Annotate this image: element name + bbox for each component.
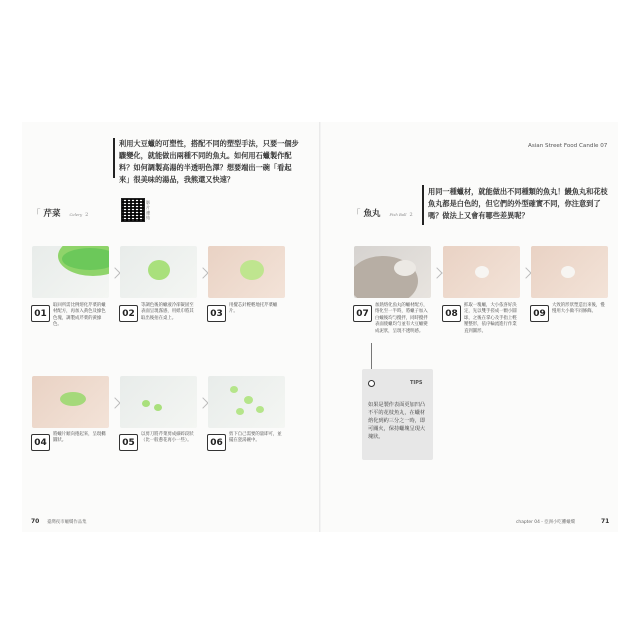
intro-right: 用同一種蠟材，就能做出不同種類的魚丸！鰻魚丸和花枝魚丸都是白色的，但它們的外型確實不同，你注意到了嗎？做法上又會有哪些差異呢？: [428, 187, 608, 220]
step-number: 02: [119, 305, 138, 322]
intro-bar-right: [422, 185, 424, 225]
tips-dot-icon: [368, 380, 375, 387]
step-text: 將蠟片順向捲起來，呈現橢圓狀。: [53, 432, 106, 444]
step-02-photo: [120, 246, 197, 298]
page-gutter: [319, 122, 321, 532]
step-05-photo: [120, 376, 197, 428]
step-text: 剪下自己需要的量即可，並擺在瓷湯碗中。: [229, 432, 282, 444]
section-en: Fish Ball: [389, 212, 407, 217]
step-number: 09: [530, 305, 549, 322]
section-label-fishball: 「 魚丸 Fish Ball 2: [352, 209, 413, 219]
step-text: 大致的形狀塑造出來後，慢慢用大小做不同修飾。: [552, 303, 605, 315]
step-number: 04: [31, 434, 50, 451]
step-number: 08: [442, 305, 461, 322]
section-title: 魚丸: [363, 209, 381, 219]
step-text: 用攪芯針輕輕地托芹菜蠟片。: [229, 303, 278, 315]
qr-label: 影片連結: [146, 200, 151, 220]
tips-text: 如果是製作表面更加凹凸不平的花枝魚丸，在蠟材熔化到約三分之一時，即可關火，保持蠟塊呈現大塊狀。: [368, 402, 426, 440]
step-06-photo: [208, 376, 285, 428]
section-num: 2: [85, 212, 89, 218]
step-01-photo: [32, 246, 109, 298]
tips-title: TIPS: [410, 380, 423, 386]
page-number-left: 70: [31, 518, 40, 525]
section-title: 芹菜: [43, 209, 61, 219]
section-en: Celery: [69, 212, 83, 217]
step-number: 07: [353, 305, 372, 322]
step-text: 加熱熔化魚丸的蠟材配方，熔化至一半時，將蠟子加入白蠟後均勻攪拌，同時攪拌表面使蠟均勻並有大豆蠟變成泥狀，呈現不透明感。: [375, 303, 428, 334]
step-text: 取回所需比例熔化芹菜的蠟材配方，再加入黃色及綠色色塊，調製成芹菜的黃綠色。: [53, 303, 106, 328]
qr-code[interactable]: [121, 198, 145, 222]
step-number: 06: [207, 434, 226, 451]
step-04-photo: [32, 376, 109, 428]
step-number: 03: [207, 305, 226, 322]
step-number: 05: [119, 434, 138, 451]
page-number-right: 71: [601, 518, 610, 525]
step-number: 01: [31, 305, 50, 322]
step-09-photo: [531, 246, 608, 298]
intro-left: 利用大豆蠟的可塑性，搭配不同的塑型手法，只要一個步驟變化，就能做出兩種不同的魚丸。如何用石蠟製作配料？如何調製高湯的半透明色澤？想要端出一碗「看起來」很美味的湯品，我熊還又快速？: [119, 139, 299, 184]
step-03-photo: [208, 246, 285, 298]
step-text: 以剪刀將芹菜剪成細碎段狀（比一般蔥花再小一些）。: [141, 432, 194, 444]
step-text: 抓取一塊蠟，大小依喜好決定，先以雙手搓成一顆小圓球，之後在掌心及手指上輕壓整形，依序輪流進行作業直到圓形。: [464, 303, 517, 334]
section-num: 2: [409, 212, 413, 218]
footer-title-right: chapter 04 - 亞洲小吃攤蠟燭: [516, 520, 575, 525]
step-08-photo: [443, 246, 520, 298]
tips-connector: [371, 343, 372, 369]
intro-bar-left: [113, 138, 115, 178]
footer-title-left: 臺灣夜市蠟燭作品集: [47, 520, 87, 525]
step-text: 等調色後的蠟液冷卻凝固至表面呈現霧感，用紙巾將其取出後拍在桌上。: [141, 303, 194, 321]
page-header: Asian Street Food Candle 07: [528, 143, 608, 149]
section-label-celery: 「 芹菜 Celery 2: [32, 209, 89, 219]
step-07-photo: [354, 246, 431, 298]
